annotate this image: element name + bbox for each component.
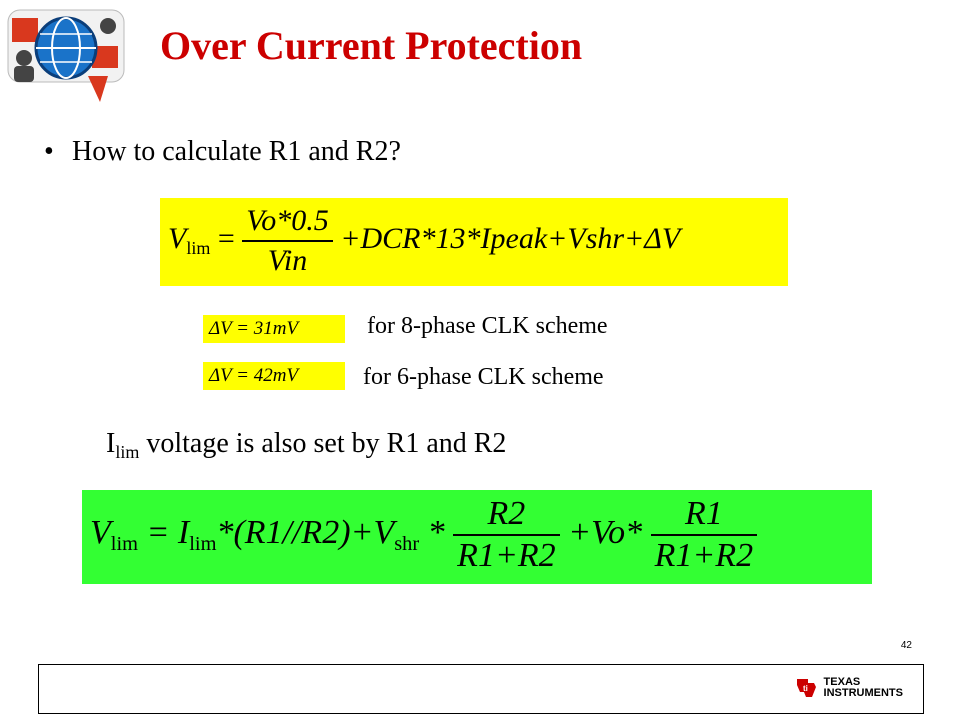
eq1-fraction xyxy=(242,202,333,280)
delta-v-6phase-note: for 6-phase CLK scheme xyxy=(363,364,604,390)
eq2-part5: +Vo* xyxy=(568,513,643,551)
eq2-part2: = I xyxy=(137,513,190,551)
eq2-part3: *(R1//R2)+V xyxy=(216,513,395,551)
delta-v-8phase-note: for 8-phase CLK scheme xyxy=(367,313,608,339)
slide-title: Over Current Protection xyxy=(160,23,583,68)
eq1-frac-den: Vin xyxy=(242,240,333,280)
delta-v-6phase-equation: ΔV = 42mV xyxy=(203,362,345,390)
eq2-frac2-num: R1 xyxy=(684,495,723,532)
vlim-divider-equation-box xyxy=(82,490,872,584)
bullet-item xyxy=(44,136,401,168)
eq2-frac1-den: R1+R2 xyxy=(453,534,559,576)
eq2-part1: V xyxy=(90,513,111,551)
ti-logo xyxy=(794,675,903,701)
ti-logo-line1: TEXAS xyxy=(823,676,861,688)
eq2-fraction-1 xyxy=(453,494,559,576)
eq2-part2-sub: lim xyxy=(189,532,217,555)
ti-logo-icon xyxy=(794,675,820,701)
ilim-symbol: I xyxy=(106,428,116,459)
eq2-frac2-den: R1+R2 xyxy=(651,534,757,576)
vlim-equation: $V_{lim}$ = $\frac{Vo*0.5}{\text{Vin}}$ +DCR*13*Ipeak+Vshr+ΔV xyxy=(168,202,680,280)
eq1-lhs-sub: lim xyxy=(186,238,211,259)
eq2-part1-sub: lim xyxy=(110,532,138,555)
eq2-frac1-num: R2 xyxy=(487,495,526,532)
bullet-text: How to calculate R1 and R2? xyxy=(72,136,401,167)
eq2-part3-sub: shr xyxy=(394,532,420,555)
eq1-lhs: V xyxy=(168,221,187,255)
eq1-rhs: +DCR*13*Ipeak+Vshr+ΔV xyxy=(340,221,681,255)
eq2-part4: * xyxy=(419,513,445,551)
ilim-text: voltage is also set by R1 and R2 xyxy=(139,428,507,459)
vlim-equation-box xyxy=(160,198,788,286)
eq1-frac-num: Vo*0.5 xyxy=(246,204,329,237)
ti-logo-line2: INSTRUMENTS xyxy=(823,687,903,699)
svg-text:ti: ti xyxy=(802,684,808,693)
eq2-fraction-2 xyxy=(651,494,757,576)
globe-network-icon xyxy=(4,6,128,104)
page-number: 42 xyxy=(900,640,912,651)
ti-logo-text xyxy=(824,677,903,699)
bullet-icon: • xyxy=(44,136,54,167)
footer-bar xyxy=(38,664,924,714)
ilim-note xyxy=(106,428,506,463)
delta-v-8phase-equation: ΔV = 31mV xyxy=(203,315,345,343)
vlim-divider-equation xyxy=(90,494,757,576)
ilim-symbol-sub: lim xyxy=(115,442,140,462)
